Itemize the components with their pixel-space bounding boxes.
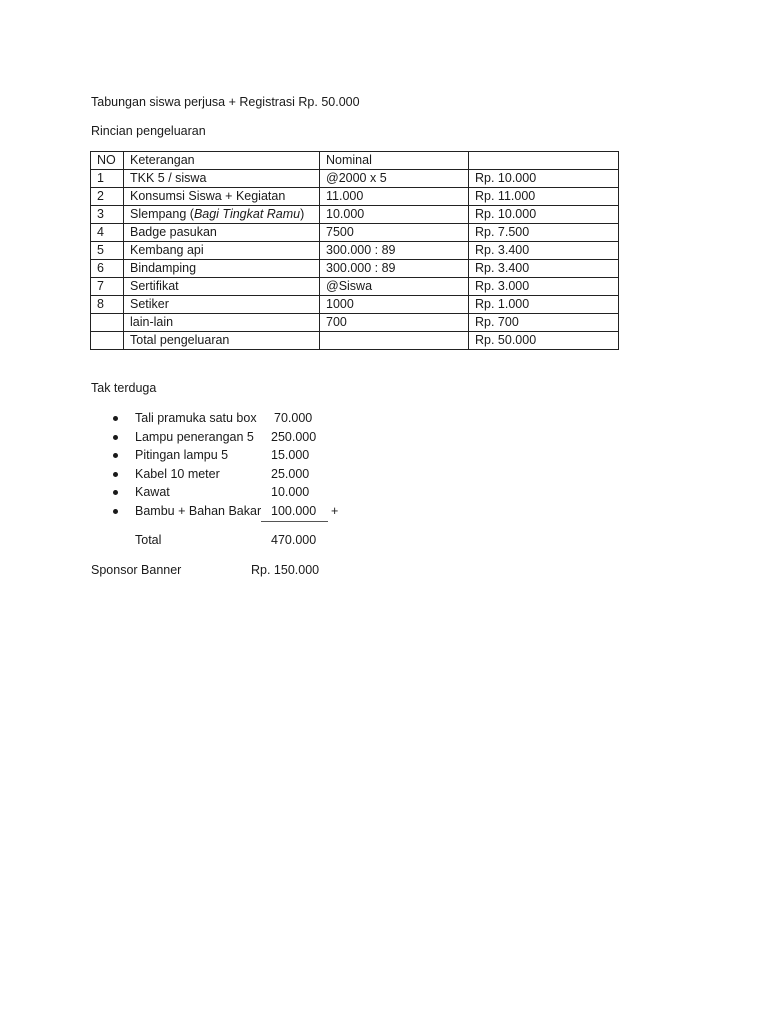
item-label: Pitingan lampu 5 [135,448,229,463]
row-nominal: 10.000 [320,206,469,224]
row-amount: Rp. 7.500 [469,224,619,242]
row-nominal: 300.000 : 89 [320,242,469,260]
keterangan-prefix: Slempang ( [130,207,194,221]
row-no: 8 [91,296,124,314]
row-amount: Rp. 3.000 [469,278,619,296]
table-row [91,224,619,242]
row-keterangan: lain-lain [124,314,320,332]
row-keterangan [124,206,320,224]
header-nominal: Nominal [320,152,469,170]
table-row [91,206,619,224]
bullet-icon [113,490,118,495]
bullet-icon [113,416,118,421]
item-value: 15.000 [271,448,310,463]
row-keterangan: Sertifikat [124,278,320,296]
row-no [91,332,124,350]
item-label: Bambu + Bahan Bakar [135,503,262,518]
row-no [91,314,124,332]
header-keterangan: Keterangan [124,152,320,170]
row-amount: Rp. 10.000 [469,206,619,224]
unexpected-costs-heading: Tak terduga [91,381,157,395]
table-row [91,260,619,278]
table-header-row [91,152,619,170]
item-label: Kawat [135,485,170,500]
row-nominal: 11.000 [320,188,469,206]
row-keterangan: Kembang api [124,242,320,260]
row-no: 3 [91,206,124,224]
table-row [91,278,619,296]
table-total-row [91,332,619,350]
item-label: Lampu penerangan 5 [135,429,254,444]
row-nominal: 300.000 : 89 [320,260,469,278]
expense-table [90,151,619,350]
row-nominal: @2000 x 5 [320,170,469,188]
sponsor-value: Rp. 150.000 [251,563,320,577]
item-value: 70.000 [274,411,313,425]
row-amount: Rp. 700 [469,314,619,332]
sum-divider [261,521,328,522]
bullet-icon [113,509,118,514]
row-keterangan: TKK 5 / siswa [124,170,320,188]
item-value: 25.000 [271,466,310,481]
expense-section-heading: Rincian pengeluaran [91,124,206,138]
row-no: 6 [91,260,124,278]
row-amount: Rp. 1.000 [469,296,619,314]
table-row [91,170,619,188]
item-value: 10.000 [271,485,310,500]
table-row [91,188,619,206]
row-keterangan: Bindamping [124,260,320,278]
unexpected-total-value: 470.000 [271,533,317,547]
row-no: 2 [91,188,124,206]
row-no: 1 [91,170,124,188]
item-label: Kabel 10 meter [135,466,220,481]
document-title: Tabungan siswa perjusa + Registrasi Rp. 50.000 [91,95,360,109]
unexpected-total-label: Total [135,533,162,547]
row-no: 7 [91,278,124,296]
table-row [91,296,619,314]
item-label: Tali pramuka satu box [135,411,257,425]
row-keterangan: Konsumsi Siswa + Kegiatan [124,188,320,206]
item-value: 100.000 [271,503,317,518]
keterangan-suffix: ) [300,207,305,221]
sum-operator: + [331,503,339,518]
row-no: 4 [91,224,124,242]
row-nominal [320,332,469,350]
table-row [91,242,619,260]
row-amount: Rp. 10.000 [469,170,619,188]
row-keterangan: Total pengeluaran [124,332,320,350]
row-amount: Rp. 3.400 [469,242,619,260]
row-nominal: 700 [320,314,469,332]
row-amount: Rp. 11.000 [469,188,619,206]
item-value: 250.000 [271,429,317,444]
bullet-icon [113,435,118,440]
row-no: 5 [91,242,124,260]
table-row [91,314,619,332]
bullet-icon [113,472,118,477]
keterangan-italic-note: Bagi Tingkat Ramu [193,207,301,221]
row-nominal: 1000 [320,296,469,314]
row-nominal: @Siswa [320,278,469,296]
row-amount: Rp. 3.400 [469,260,619,278]
row-amount: Rp. 50.000 [469,332,619,350]
header-amount [469,152,619,170]
sponsor-label: Sponsor Banner [91,563,182,577]
row-keterangan: Setiker [124,296,320,314]
header-no: NO [91,152,124,170]
row-nominal: 7500 [320,224,469,242]
row-keterangan: Badge pasukan [124,224,320,242]
bullet-icon [113,453,118,458]
